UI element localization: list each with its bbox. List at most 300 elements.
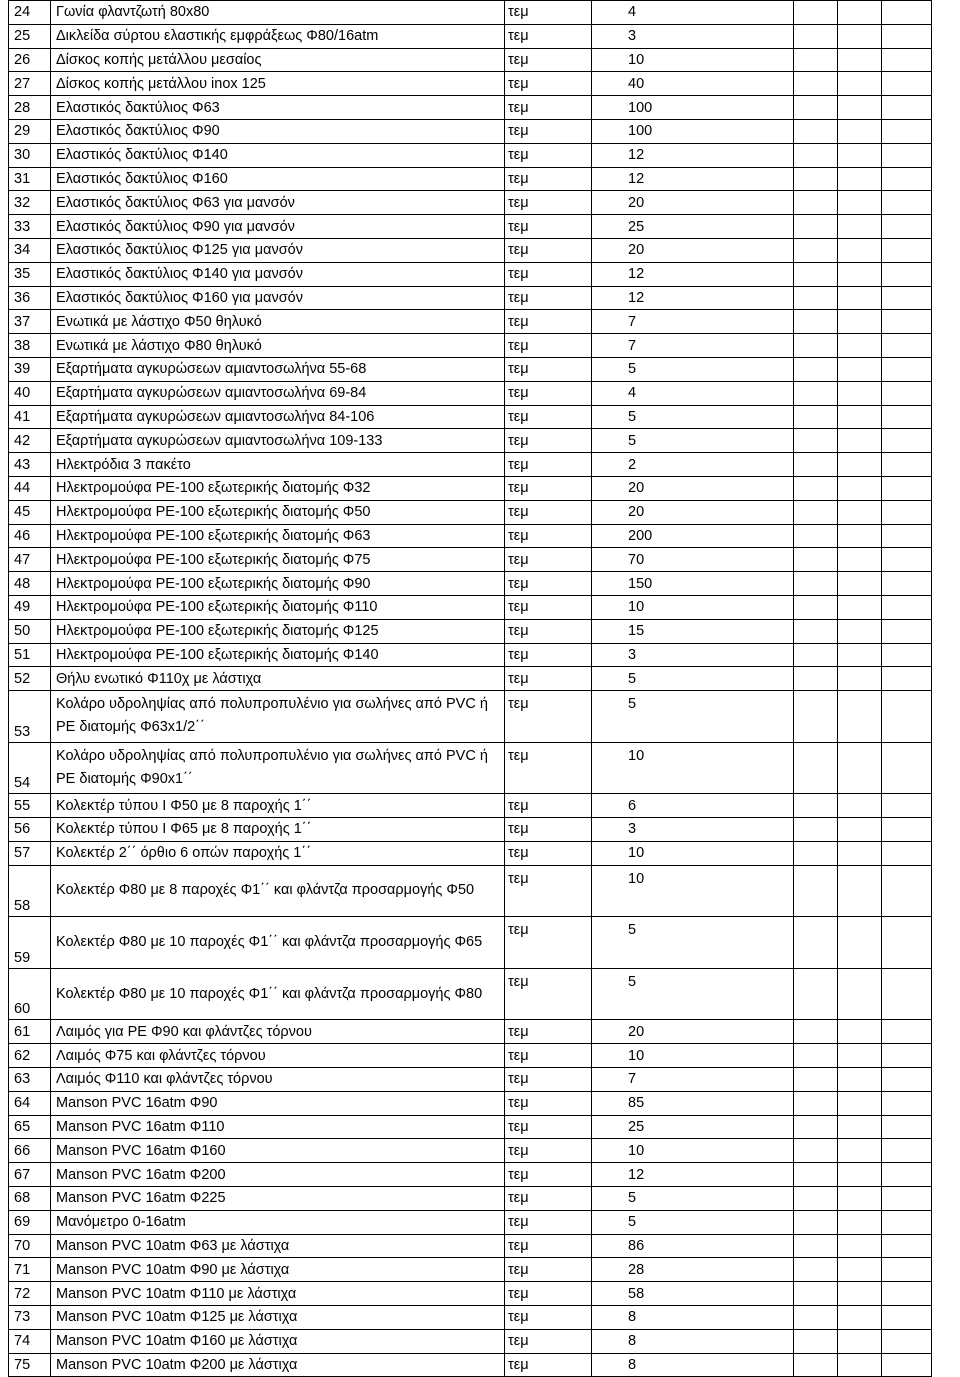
empty-cell [838,548,882,572]
empty-cell [838,286,882,310]
item-unit: τεμ [505,595,592,619]
empty-cell [794,476,838,500]
item-unit: τεμ [505,143,592,167]
item-description: Ηλεκτρομούφα PE-100 εξωτερικής διατομής Φ50 [51,500,505,524]
item-description: Ηλεκτρομούφα PE-100 εξωτερικής διατομής Φ75 [51,548,505,572]
item-unit: τεμ [505,286,592,310]
empty-cell [882,500,932,524]
empty-cell [882,667,932,691]
empty-cell [882,357,932,381]
empty-cell [838,1282,882,1306]
item-description: Ηλεκτρομούφα PE-100 εξωτερικής διατομής Φ125 [51,619,505,643]
item-description: Κολεκτέρ Φ80 με 10 παροχές Φ1΄΄ και φλάντζα προσαρμογής Φ80 [51,968,505,1020]
empty-cell [794,865,838,917]
item-number: 69 [9,1210,51,1234]
table-row [9,917,932,969]
empty-cell [794,1068,838,1092]
item-description: Ελαστικός δακτύλιος Φ160 [51,167,505,191]
item-quantity: 100 [592,96,794,120]
table-row [9,1258,932,1282]
item-quantity: 5 [592,429,794,453]
item-description: Δικλείδα σύρτου ελαστικής εμφράξεως Φ80/16atm [51,24,505,48]
item-number: 71 [9,1258,51,1282]
empty-cell [882,548,932,572]
empty-cell [838,143,882,167]
item-number: 62 [9,1044,51,1068]
empty-cell [794,191,838,215]
item-description: Ηλεκτρομούφα PE-100 εξωτερικής διατομής Φ32 [51,476,505,500]
empty-cell [882,24,932,48]
item-quantity: 5 [592,667,794,691]
table-row [9,357,932,381]
empty-cell [794,334,838,358]
table-row [9,1115,932,1139]
item-unit: τεμ [505,1353,592,1377]
item-quantity: 10 [592,1044,794,1068]
item-number: 39 [9,357,51,381]
empty-cell [882,191,932,215]
item-quantity: 20 [592,238,794,262]
item-unit: τεμ [505,24,592,48]
item-quantity: 12 [592,143,794,167]
item-quantity: 15 [592,619,794,643]
item-number: 56 [9,818,51,842]
item-quantity: 4 [592,1,794,25]
item-quantity: 20 [592,500,794,524]
empty-cell [882,1258,932,1282]
empty-cell [882,1068,932,1092]
item-number: 27 [9,72,51,96]
empty-cell [882,1187,932,1211]
item-number: 26 [9,48,51,72]
empty-cell [838,1139,882,1163]
item-number: 54 [9,742,51,794]
item-unit: τεμ [505,1044,592,1068]
item-number: 30 [9,143,51,167]
item-description: Manson PVC 10atm Φ110 με λάστιχα [51,1282,505,1306]
item-number: 57 [9,841,51,865]
item-number: 68 [9,1187,51,1211]
item-quantity: 8 [592,1306,794,1330]
empty-cell [838,310,882,334]
item-number: 43 [9,453,51,477]
item-unit: τεμ [505,191,592,215]
table-row [9,238,932,262]
item-unit: τεμ [505,215,592,239]
item-number: 35 [9,262,51,286]
item-description: Manson PVC 10atm Φ125 με λάστιχα [51,1306,505,1330]
item-unit: τεμ [505,238,592,262]
empty-cell [794,595,838,619]
item-quantity: 5 [592,1187,794,1211]
item-quantity: 12 [592,262,794,286]
item-unit: τεμ [505,667,592,691]
empty-cell [882,841,932,865]
item-unit: τεμ [505,167,592,191]
empty-cell [794,1115,838,1139]
item-quantity: 200 [592,524,794,548]
empty-cell [838,524,882,548]
empty-cell [794,643,838,667]
item-description: Κολεκτέρ τύπου Ι Φ65 με 8 παροχής 1΄΄ [51,818,505,842]
item-quantity: 150 [592,572,794,596]
item-description: Ελαστικός δακτύλιος Φ125 για μανσόν [51,238,505,262]
item-quantity: 20 [592,191,794,215]
empty-cell [882,1210,932,1234]
item-quantity: 12 [592,167,794,191]
item-unit: τεμ [505,1163,592,1187]
empty-cell [838,1234,882,1258]
item-number: 36 [9,286,51,310]
empty-cell [882,1044,932,1068]
empty-cell [794,1044,838,1068]
table-row [9,667,932,691]
item-quantity: 10 [592,841,794,865]
item-quantity: 5 [592,917,794,969]
item-number: 70 [9,1234,51,1258]
item-unit: τεμ [505,1068,592,1092]
item-unit: τεμ [505,72,592,96]
item-description: Manson PVC 16atm Φ110 [51,1115,505,1139]
empty-cell [882,794,932,818]
table-row [9,96,932,120]
empty-cell [794,1210,838,1234]
item-quantity: 8 [592,1329,794,1353]
item-quantity: 10 [592,48,794,72]
empty-cell [838,794,882,818]
empty-cell [794,96,838,120]
empty-cell [838,619,882,643]
empty-cell [882,1282,932,1306]
item-description: Δίσκος κοπής μετάλλου inox 125 [51,72,505,96]
item-quantity: 25 [592,215,794,239]
item-number: 61 [9,1020,51,1044]
empty-cell [838,238,882,262]
item-quantity: 5 [592,691,794,743]
empty-cell [882,1234,932,1258]
empty-cell [838,119,882,143]
empty-cell [882,865,932,917]
item-unit: τεμ [505,429,592,453]
empty-cell [838,24,882,48]
empty-cell [794,1139,838,1163]
item-quantity: 10 [592,1139,794,1163]
table-row [9,476,932,500]
table-row [9,381,932,405]
item-number: 44 [9,476,51,500]
empty-cell [882,1139,932,1163]
item-description: Εξαρτήματα αγκυρώσεων αμιαντοσωλήνα 109-133 [51,429,505,453]
item-quantity: 12 [592,286,794,310]
item-description: Ελαστικός δακτύλιος Φ160 για μανσόν [51,286,505,310]
empty-cell [794,524,838,548]
item-unit: τεμ [505,794,592,818]
empty-cell [794,48,838,72]
empty-cell [882,818,932,842]
item-description: Εξαρτήματα αγκυρώσεων αμιαντοσωλήνα 55-68 [51,357,505,381]
item-unit: τεμ [505,453,592,477]
item-number: 51 [9,643,51,667]
empty-cell [882,1,932,25]
table-row [9,742,932,794]
table-row [9,1139,932,1163]
empty-cell [794,500,838,524]
table-row [9,429,932,453]
item-description: Ελαστικός δακτύλιος Φ140 για μανσόν [51,262,505,286]
empty-cell [794,619,838,643]
empty-cell [882,1115,932,1139]
item-number: 31 [9,167,51,191]
item-number: 75 [9,1353,51,1377]
item-description: Εξαρτήματα αγκυρώσεων αμιαντοσωλήνα 69-84 [51,381,505,405]
item-number: 55 [9,794,51,818]
empty-cell [838,1115,882,1139]
empty-cell [794,572,838,596]
item-quantity: 4 [592,381,794,405]
empty-cell [794,1,838,25]
item-number: 49 [9,595,51,619]
empty-cell [794,968,838,1020]
item-quantity: 100 [592,119,794,143]
table-row [9,841,932,865]
item-number: 42 [9,429,51,453]
empty-cell [838,1091,882,1115]
table-row [9,1210,932,1234]
empty-cell [838,1,882,25]
empty-cell [882,619,932,643]
empty-cell [794,143,838,167]
table-row [9,405,932,429]
empty-cell [794,381,838,405]
item-quantity: 20 [592,476,794,500]
item-description: Manson PVC 16atm Φ90 [51,1091,505,1115]
table-row [9,691,932,743]
item-number: 52 [9,667,51,691]
empty-cell [882,595,932,619]
item-number: 34 [9,238,51,262]
empty-cell [794,357,838,381]
table-row [9,286,932,310]
item-number: 64 [9,1091,51,1115]
item-number: 32 [9,191,51,215]
empty-cell [838,1020,882,1044]
empty-cell [882,119,932,143]
item-description: Ελαστικός δακτύλιος Φ63 για μανσόν [51,191,505,215]
empty-cell [838,841,882,865]
item-unit: τεμ [505,381,592,405]
empty-cell [882,96,932,120]
item-quantity: 5 [592,968,794,1020]
item-number: 73 [9,1306,51,1330]
item-unit: τεμ [505,334,592,358]
empty-cell [838,405,882,429]
empty-cell [882,524,932,548]
item-unit: τεμ [505,1210,592,1234]
item-quantity: 7 [592,310,794,334]
empty-cell [838,968,882,1020]
item-number: 38 [9,334,51,358]
empty-cell [838,1068,882,1092]
item-description: Manson PVC 16atm Φ225 [51,1187,505,1211]
item-description: Κολεκτέρ τύπου Ι Φ50 με 8 παροχής 1΄΄ [51,794,505,818]
empty-cell [838,865,882,917]
item-description: Ελαστικός δακτύλιος Φ90 για μανσόν [51,215,505,239]
item-description: Manson PVC 10atm Φ90 με λάστιχα [51,1258,505,1282]
item-number: 67 [9,1163,51,1187]
empty-cell [838,917,882,969]
table-row [9,72,932,96]
item-number: 29 [9,119,51,143]
item-description: Manson PVC 10atm Φ200 με λάστιχα [51,1353,505,1377]
empty-cell [794,1306,838,1330]
empty-cell [882,1020,932,1044]
item-description: Δίσκος κοπής μετάλλου μεσαίος [51,48,505,72]
item-description: Manson PVC 10atm Φ63 με λάστιχα [51,1234,505,1258]
table-row [9,48,932,72]
empty-cell [794,453,838,477]
item-unit: τεμ [505,1282,592,1306]
item-unit: τεμ [505,1,592,25]
empty-cell [794,72,838,96]
item-quantity: 40 [592,72,794,96]
item-quantity: 5 [592,405,794,429]
item-number: 65 [9,1115,51,1139]
item-description: Ελαστικός δακτύλιος Φ63 [51,96,505,120]
item-number: 66 [9,1139,51,1163]
item-number: 24 [9,1,51,25]
empty-cell [794,286,838,310]
table-row [9,191,932,215]
empty-cell [838,72,882,96]
item-unit: τεμ [505,48,592,72]
table-row [9,818,932,842]
item-description: Κολεκτέρ Φ80 με 10 παροχές Φ1΄΄ και φλάντζα προσαρμογής Φ65 [51,917,505,969]
item-quantity: 3 [592,818,794,842]
empty-cell [794,1234,838,1258]
table-row [9,524,932,548]
empty-cell [882,742,932,794]
empty-cell [882,215,932,239]
table-row [9,572,932,596]
empty-cell [882,1306,932,1330]
empty-cell [882,643,932,667]
empty-cell [838,643,882,667]
item-unit: τεμ [505,968,592,1020]
item-description: Θήλυ ενωτικό Φ110χ με λάστιχα [51,667,505,691]
empty-cell [794,1187,838,1211]
empty-cell [838,818,882,842]
empty-cell [794,841,838,865]
empty-cell [794,667,838,691]
empty-cell [838,357,882,381]
item-quantity: 86 [592,1234,794,1258]
empty-cell [882,453,932,477]
table-row [9,1234,932,1258]
table-row [9,119,932,143]
item-quantity: 58 [592,1282,794,1306]
item-quantity: 3 [592,643,794,667]
empty-cell [794,405,838,429]
item-unit: τεμ [505,1115,592,1139]
empty-cell [882,286,932,310]
item-unit: τεμ [505,841,592,865]
item-unit: τεμ [505,643,592,667]
item-number: 58 [9,865,51,917]
empty-cell [838,500,882,524]
table-row [9,619,932,643]
item-unit: τεμ [505,1329,592,1353]
empty-cell [882,262,932,286]
empty-cell [794,917,838,969]
empty-cell [794,742,838,794]
item-description: Ενωτικά με λάστιχο Φ50 θηλυκό [51,310,505,334]
empty-cell [882,310,932,334]
empty-cell [882,143,932,167]
empty-cell [838,1306,882,1330]
item-description: Manson PVC 16atm Φ200 [51,1163,505,1187]
empty-cell [838,742,882,794]
item-unit: τεμ [505,405,592,429]
item-description: Manson PVC 16atm Φ160 [51,1139,505,1163]
empty-cell [838,572,882,596]
item-quantity: 10 [592,595,794,619]
table-row [9,1044,932,1068]
empty-cell [838,1044,882,1068]
item-quantity: 6 [592,794,794,818]
item-number: 41 [9,405,51,429]
empty-cell [838,262,882,286]
empty-cell [882,1091,932,1115]
table-row [9,865,932,917]
item-description: Λαιμός Φ110 και φλάντζες τόρνου [51,1068,505,1092]
item-number: 72 [9,1282,51,1306]
item-quantity: 8 [592,1353,794,1377]
table-row [9,643,932,667]
item-number: 50 [9,619,51,643]
table-row [9,500,932,524]
item-unit: τεμ [505,1139,592,1163]
item-unit: τεμ [505,262,592,286]
item-quantity: 85 [592,1091,794,1115]
item-description: Κολεκτέρ 2΄΄ όρθιο 6 οπών παροχής 1΄΄ [51,841,505,865]
empty-cell [882,334,932,358]
empty-cell [882,917,932,969]
empty-cell [882,72,932,96]
empty-cell [882,429,932,453]
table-row [9,1020,932,1044]
item-quantity: 3 [592,24,794,48]
item-number: 59 [9,917,51,969]
item-quantity: 28 [592,1258,794,1282]
table-row [9,794,932,818]
item-unit: τεμ [505,691,592,743]
table-row [9,1163,932,1187]
item-number: 48 [9,572,51,596]
empty-cell [794,238,838,262]
empty-cell [838,167,882,191]
table-row [9,1306,932,1330]
empty-cell [838,1187,882,1211]
empty-cell [838,48,882,72]
empty-cell [882,476,932,500]
item-number: 45 [9,500,51,524]
item-quantity: 10 [592,865,794,917]
item-quantity: 2 [592,453,794,477]
empty-cell [882,167,932,191]
item-description: Ηλεκτρομούφα PE-100 εξωτερικής διατομής Φ110 [51,595,505,619]
item-unit: τεμ [505,818,592,842]
item-unit: τεμ [505,1258,592,1282]
